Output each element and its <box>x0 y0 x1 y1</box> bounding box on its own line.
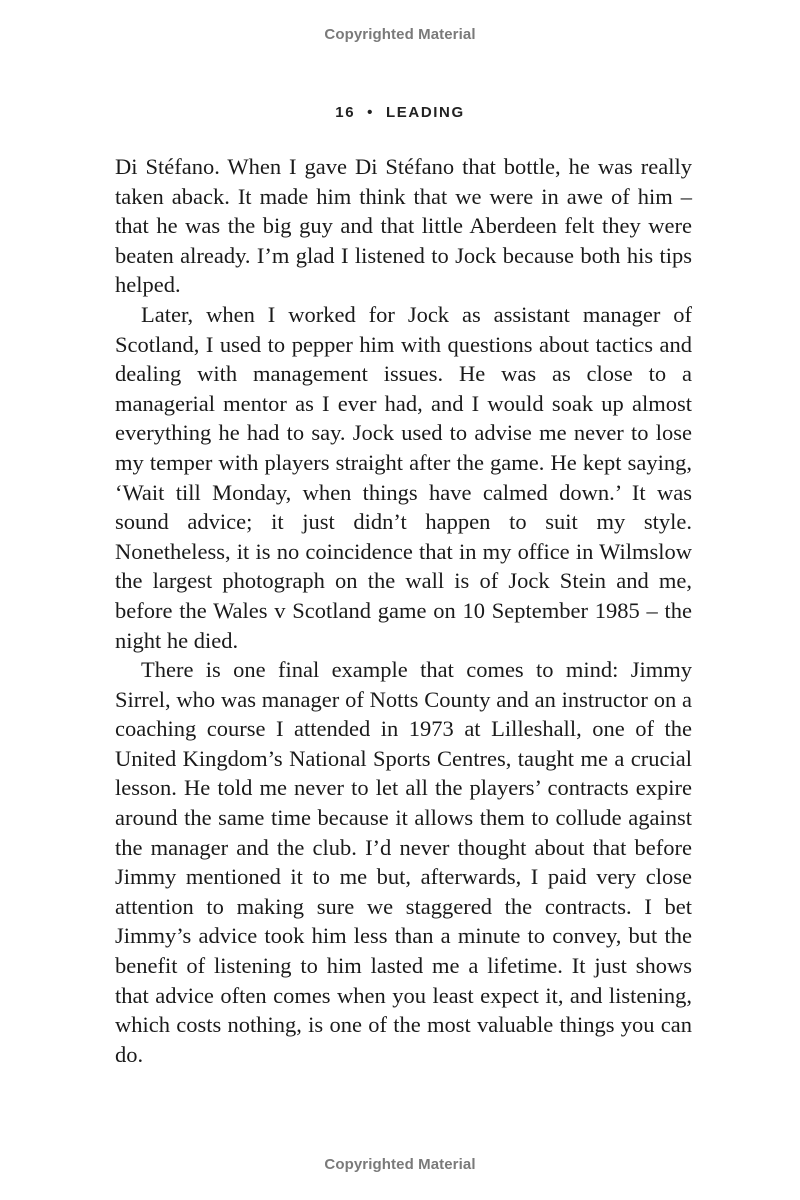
paragraph-3: There is one final example that comes to mind: Jimmy Sirrel, who was manager of Notts County and an instructor on a coaching course I attended in 1973 at Lilleshall, one of the United Kingdom’s National Sports Centres, taught me a crucial lesson. He told me never to let all the players’ contracts expire around the same time because it allows them to collude against the manager and the club. I’d never thought about that before Jimmy mentioned it to me but, afterwards, I paid very close attention to making sure we staggered the contracts. I bet Jimmy’s advice took him less than a minute to convey, but the benefit of listening to him lasted me a lifetime. It just shows that advice often comes when you least expect it, and listening, which costs nothing, is one of the most valuable things you can do. <box>115 657 692 1067</box>
header-separator: • <box>367 104 375 121</box>
copyright-watermark-bottom: Copyrighted Material <box>324 1156 476 1173</box>
body-text <box>115 152 692 1069</box>
copyright-watermark-top: Copyrighted Material <box>324 26 476 43</box>
section-title: LEADING <box>386 104 465 121</box>
paragraph-2: Later, when I worked for Jock as assistant manager of Scotland, I used to pepper him with questions about tactics and dealing with management issues. He was as close to a managerial mentor as I ever had, and I would soak up almost everything he had to say. Jock used to advise me never to lose my temper with players straight after the game. He kept saying, ‘Wait till Monday, when things have calmed down.’ It was sound advice; it just didn’t happen to suit my style. Nonetheless, it is no coincidence that in my office in Wilmslow the largest photograph on the wall is of Jock Stein and me, before the Wales v Scotland game on 10 September 1985 – the night he died. <box>115 301 692 653</box>
page-number: 16 <box>335 104 356 121</box>
paragraph-1: Di Stéfano. When I gave Di Stéfano that bottle, he was really taken aback. It made him think that we were in awe of him – that he was the big guy and that little Aberdeen felt they were beaten already. I’m glad I listened to Jock because both his tips helped. <box>115 154 692 298</box>
running-head <box>0 104 800 121</box>
